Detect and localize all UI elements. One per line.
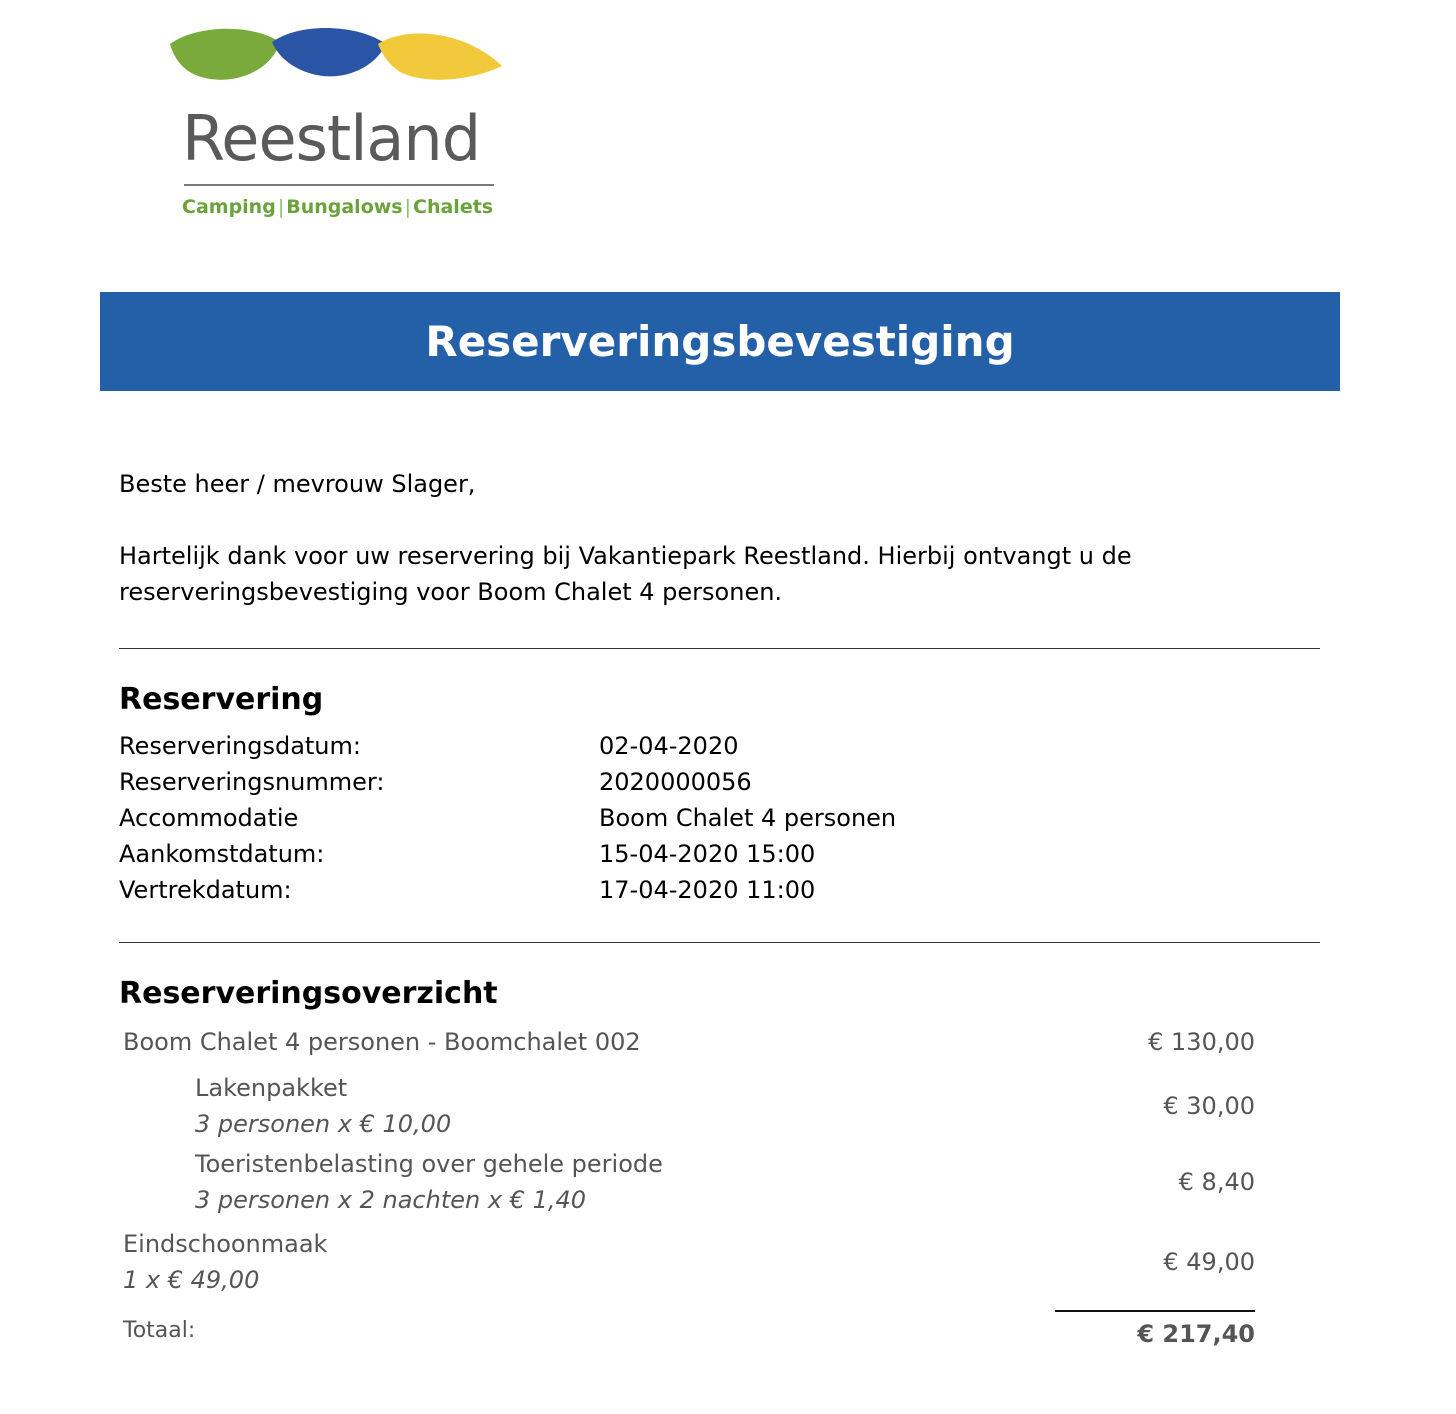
reestland-logo [168, 22, 508, 218]
confirmation-banner: Reserveringsbevestiging [100, 292, 1340, 391]
overview-item-label: Lakenpakket [195, 1074, 348, 1102]
total-divider [1055, 1310, 1255, 1312]
logo-tagline-separator: | [404, 196, 412, 218]
logo-tagline [182, 198, 493, 217]
detail-label: Reserveringsdatum: [119, 732, 361, 760]
logo-divider [184, 184, 494, 186]
detail-value: 2020000056 [599, 768, 752, 796]
detail-value: 17-04-2020 11:00 [599, 876, 816, 904]
overview-main-line [123, 1024, 1255, 1060]
detail-label: Reserveringsnummer: [119, 768, 385, 796]
overview-total-line [123, 1316, 1255, 1356]
logo-wave-yellow [378, 34, 502, 80]
overview-item-amount: € 30,00 [1163, 1092, 1255, 1120]
detail-row-arrival-date [119, 836, 1119, 872]
intro-paragraph: Hartelijk dank voor uw reservering bij Vakantiepark Reestland. Hierbij ontvangt u de reserveringsbevestiging voor Boom Chalet 4 personen. [119, 542, 1132, 606]
detail-row-departure-date [119, 872, 1119, 908]
overview-extra-line [123, 1146, 1255, 1218]
total-label: Totaal: [123, 1318, 196, 1343]
logo-tagline-chalets: Chalets [413, 196, 494, 218]
overview-item-label: Toeristenbelasting over gehele periode [195, 1150, 663, 1178]
logo-wave-green [170, 29, 280, 80]
overview-extra-line [123, 1070, 1255, 1142]
detail-value: 02-04-2020 [599, 732, 739, 760]
overview-item-label: Eindschoonmaak [123, 1230, 328, 1258]
logo-tagline-separator: | [277, 196, 285, 218]
logo-wave-blue [272, 28, 386, 76]
logo-waves-icon [168, 22, 508, 112]
logo-wordmark: Reestland [182, 102, 481, 175]
overview-item-detail: 3 personen x 2 nachten x € 1,40 [195, 1186, 587, 1214]
overview-cleaning-line [123, 1226, 1255, 1298]
detail-label: Accommodatie [119, 804, 299, 832]
total-amount: € 217,40 [1137, 1320, 1255, 1348]
divider [119, 648, 1320, 649]
detail-row-reservation-date [119, 728, 1119, 764]
overview-item-label: Boom Chalet 4 personen - Boomchalet 002 [123, 1028, 641, 1056]
logo-tagline-camping: Camping [182, 196, 276, 218]
reservation-details [119, 728, 1119, 908]
overview-item-amount: € 8,40 [1178, 1168, 1255, 1196]
overview-heading: Reserveringsoverzicht [119, 976, 498, 1011]
overview-item-detail: 3 personen x € 10,00 [195, 1110, 452, 1138]
detail-label: Aankomstdatum: [119, 840, 325, 868]
detail-value: 15-04-2020 15:00 [599, 840, 816, 868]
detail-label: Vertrekdatum: [119, 876, 292, 904]
detail-value: Boom Chalet 4 personen [599, 804, 897, 832]
overview-item-amount: € 130,00 [1148, 1028, 1255, 1056]
reservation-heading: Reservering [119, 682, 324, 717]
overview-item-detail: 1 x € 49,00 [123, 1266, 260, 1294]
detail-row-accommodation [119, 800, 1119, 836]
logo-tagline-bungalows: Bungalows [286, 196, 403, 218]
greeting: Beste heer / mevrouw Slager, [119, 470, 476, 498]
divider [119, 942, 1320, 943]
detail-row-reservation-number [119, 764, 1119, 800]
overview-item-amount: € 49,00 [1163, 1248, 1255, 1276]
